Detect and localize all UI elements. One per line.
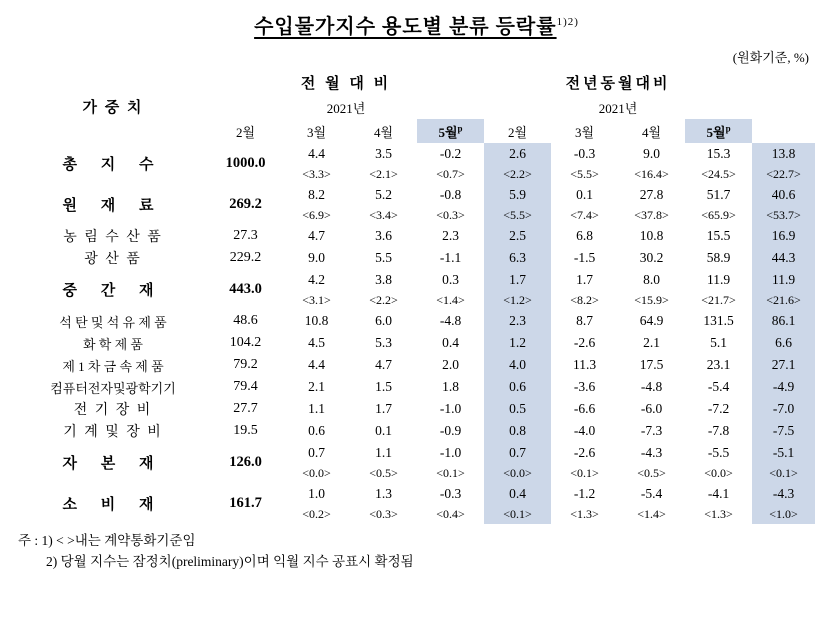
row-label: 총 지 수 <box>62 157 164 173</box>
yoy-value: -6.6 <box>573 401 596 416</box>
row-label: 화 학 제 품 <box>83 336 143 352</box>
mom-value: 5.5 <box>375 250 392 265</box>
mom-value: 4.7 <box>375 357 392 372</box>
yoy-value: 5.1 <box>710 335 727 350</box>
row-weight: 48.6 <box>233 313 258 328</box>
yoy-value-contract: <21.7> <box>701 292 736 307</box>
yoy-value-contract: <0.1> <box>752 463 815 483</box>
yoy-value: -7.3 <box>640 423 663 438</box>
header-month-yoy-4: 5월$^p$ <box>685 119 752 143</box>
mom-value-contract: <3.4> <box>369 207 398 222</box>
row-weight: 27.7 <box>233 401 258 416</box>
yoy-value: -4.8 <box>640 379 663 394</box>
yoy-value: -4.1 <box>707 485 730 501</box>
mom-value: 3.6 <box>375 228 392 243</box>
yoy-value-contract: <1.4> <box>637 506 666 521</box>
yoy-value: 30.2 <box>639 250 664 265</box>
mom-value: 0.7 <box>308 444 325 460</box>
yoy-value-contract: <0.0> <box>704 465 733 480</box>
mom-value: -0.3 <box>439 485 462 501</box>
table-row <box>18 483 815 504</box>
mom-value: 1.7 <box>484 269 551 290</box>
yoy-value: 40.6 <box>752 184 815 205</box>
row-weight: 229.2 <box>229 250 262 265</box>
yoy-value-contract: <16.4> <box>634 166 669 181</box>
mom-value-contract: <3.1> <box>302 292 331 307</box>
row-label: 원 재 료 <box>62 198 164 214</box>
yoy-value: 9.0 <box>643 145 660 161</box>
mom-value: 6.3 <box>484 247 551 269</box>
mom-value-contract: <0.5> <box>369 465 398 480</box>
yoy-value: -7.8 <box>707 423 730 438</box>
mom-value: 2.0 <box>442 357 459 372</box>
mom-value-contract: <2.2> <box>369 292 398 307</box>
yoy-value-contract: <5.5> <box>570 166 599 181</box>
mom-value-contract: <0.3> <box>436 207 465 222</box>
row-label: 소 비 재 <box>62 497 164 513</box>
table-row <box>18 184 815 205</box>
row-label: 컴퓨터전자및광학기기 <box>50 380 176 396</box>
mom-value: 2.6 <box>484 143 551 164</box>
header-year-mom: 2021년 <box>326 100 366 116</box>
yoy-value-contract: <7.4> <box>570 207 599 222</box>
row-weight: 79.2 <box>233 357 258 372</box>
yoy-value-contract: <1.0> <box>752 504 815 524</box>
header-year-yoy: 2021년 <box>598 100 638 116</box>
row-label: 전 기 장 비 <box>73 403 153 418</box>
header-group-mom: 전 월 대 비 <box>300 75 392 92</box>
mom-value: 2.3 <box>484 310 551 332</box>
table-head <box>18 69 815 143</box>
yoy-value: 16.9 <box>752 225 815 247</box>
title-block <box>18 0 815 39</box>
yoy-value: 15.3 <box>706 145 731 161</box>
mom-value: 5.3 <box>375 335 392 350</box>
mom-value: 1.1 <box>308 401 325 416</box>
header-row-group <box>18 69 815 95</box>
yoy-value-contract: <53.7> <box>752 205 815 225</box>
mom-value-contract: <5.5> <box>484 205 551 225</box>
mom-value: 1.1 <box>375 444 392 460</box>
row-label: 기 계 및 장 비 <box>63 425 163 440</box>
row-weight: 19.5 <box>233 423 258 438</box>
header-month-mom-1: 2월 <box>235 124 256 140</box>
yoy-value: -7.2 <box>707 401 730 416</box>
yoy-value: 1.7 <box>576 271 593 287</box>
row-weight: 79.4 <box>233 379 258 394</box>
header-month-yoy-1: 2월 <box>508 124 528 140</box>
yoy-value: 8.7 <box>576 313 593 328</box>
row-weight: 27.3 <box>233 228 258 243</box>
page-title-text: 수입물가지수 용도별 분류 등락률 <box>254 16 557 38</box>
yoy-value-contract: <24.5> <box>701 166 736 181</box>
table-row <box>18 398 815 420</box>
mom-value-contract: <0.1> <box>436 465 465 480</box>
header-month-mom-3: 4월 <box>373 124 394 140</box>
yoy-value: -6.0 <box>640 401 663 416</box>
mom-value-contract: <3.3> <box>302 166 331 181</box>
mom-value-contract: <0.7> <box>436 166 465 181</box>
yoy-value: 0.1 <box>576 186 593 202</box>
table-row <box>18 310 815 332</box>
mom-value-contract: <0.0> <box>484 463 551 483</box>
mom-value: 5.2 <box>375 186 392 202</box>
mom-value: 0.1 <box>375 423 392 438</box>
yoy-value-contract: <22.7> <box>752 164 815 184</box>
yoy-value: -1.2 <box>573 485 596 501</box>
yoy-value: -1.5 <box>573 250 596 265</box>
mom-value: 2.5 <box>484 225 551 247</box>
yoy-value: 131.5 <box>703 313 734 328</box>
table-row <box>18 332 815 354</box>
row-label: 자 본 재 <box>62 456 164 472</box>
footnote-1: 주 : 1) < >내는 계약통화기준임 <box>18 533 196 548</box>
yoy-value: 6.6 <box>752 332 815 354</box>
row-weight: 269.2 <box>229 196 262 212</box>
yoy-value: -2.6 <box>573 444 596 460</box>
footnotes <box>18 524 815 573</box>
row-label: 중 간 재 <box>62 283 164 299</box>
yoy-value: -7.0 <box>752 398 815 420</box>
yoy-value-contract: <0.1> <box>570 465 599 480</box>
row-label: 제 1 차 금 속 제 품 <box>62 358 164 374</box>
rate-table <box>18 69 815 524</box>
yoy-value: 23.1 <box>706 357 731 372</box>
mom-value: 0.4 <box>484 483 551 504</box>
yoy-value-contract: <0.5> <box>637 465 666 480</box>
mom-value-contract: <2.1> <box>369 166 398 181</box>
row-weight: 126.0 <box>229 454 262 470</box>
table-row <box>18 354 815 376</box>
yoy-value: 6.8 <box>576 228 593 243</box>
mom-value-contract: <0.0> <box>302 465 331 480</box>
header-month-yoy-2: 3월 <box>575 124 595 140</box>
mom-value: 2.1 <box>308 379 325 394</box>
mom-value: 4.4 <box>308 145 325 161</box>
mom-value: 1.0 <box>308 485 325 501</box>
mom-value-contract: <6.9> <box>302 207 331 222</box>
mom-value: 5.9 <box>484 184 551 205</box>
mom-value: -0.8 <box>439 186 462 202</box>
mom-value-contract: <0.2> <box>302 506 331 521</box>
yoy-value: 27.8 <box>639 186 664 202</box>
mom-value-contract: <0.4> <box>436 506 465 521</box>
yoy-value: 13.8 <box>752 143 815 164</box>
yoy-value: 17.5 <box>639 357 664 372</box>
mom-value: 1.8 <box>442 379 459 394</box>
mom-value: 9.0 <box>308 250 325 265</box>
mom-value: 0.3 <box>442 271 459 287</box>
header-month-yoy-3: 4월 <box>642 124 662 140</box>
mom-value: 4.2 <box>308 271 325 287</box>
row-weight: 1000.0 <box>225 155 266 171</box>
mom-value: 1.3 <box>375 485 392 501</box>
row-weight: 104.2 <box>229 335 262 350</box>
yoy-value: -2.6 <box>573 335 596 350</box>
header-weight-label: 가 중 치 <box>82 99 144 116</box>
yoy-value: 8.0 <box>643 271 660 287</box>
table-row <box>18 376 815 398</box>
row-label: 농 림 수 산 품 <box>63 230 163 245</box>
row-weight: 161.7 <box>229 495 262 511</box>
mom-value: 0.5 <box>484 398 551 420</box>
mom-value: -0.9 <box>439 423 462 438</box>
yoy-value: -5.4 <box>707 379 730 394</box>
header-weight-cell <box>18 69 208 143</box>
mom-value: 4.0 <box>484 354 551 376</box>
mom-value: 3.8 <box>375 271 392 287</box>
table-row <box>18 442 815 463</box>
yoy-value: -5.1 <box>752 442 815 463</box>
yoy-value: -4.3 <box>640 444 663 460</box>
mom-value: -0.2 <box>439 145 462 161</box>
mom-value-contract: <0.3> <box>369 506 398 521</box>
mom-value: 0.6 <box>484 376 551 398</box>
yoy-value: -7.5 <box>752 420 815 442</box>
yoy-value: -3.6 <box>573 379 596 394</box>
table-row <box>18 225 815 247</box>
yoy-value: -4.3 <box>752 483 815 504</box>
yoy-value: 44.3 <box>752 247 815 269</box>
row-weight: 443.0 <box>229 281 262 297</box>
yoy-value: -0.3 <box>573 145 596 161</box>
table-row <box>18 269 815 290</box>
mom-value: -1.0 <box>439 401 462 416</box>
title-footnote-mark: 1)2) <box>556 16 579 29</box>
table-row <box>18 420 815 442</box>
mom-value: 0.8 <box>484 420 551 442</box>
mom-value: 1.5 <box>375 379 392 394</box>
yoy-value: 51.7 <box>706 186 731 202</box>
header-group-yoy: 전년동월대비 <box>565 75 671 92</box>
mom-value: 0.7 <box>484 442 551 463</box>
mom-value-contract: <2.2> <box>484 164 551 184</box>
mom-value: 6.0 <box>375 313 392 328</box>
yoy-value: 27.1 <box>752 354 815 376</box>
table-row <box>18 143 815 164</box>
row-label: 광 산 품 <box>84 252 142 267</box>
yoy-value: 58.9 <box>706 250 731 265</box>
mom-value-contract: <0.1> <box>484 504 551 524</box>
yoy-value: 86.1 <box>752 310 815 332</box>
header-month-mom-2: 3월 <box>306 124 327 140</box>
yoy-value-contract: <65.9> <box>701 207 736 222</box>
mom-value: 4.4 <box>308 357 325 372</box>
table-row <box>18 247 815 269</box>
yoy-value: 15.5 <box>706 228 731 243</box>
table-body <box>18 143 815 524</box>
mom-value: 0.6 <box>308 423 325 438</box>
yoy-value-contract: <1.3> <box>704 506 733 521</box>
yoy-value-contract: <15.9> <box>634 292 669 307</box>
mom-value: 1.7 <box>375 401 392 416</box>
yoy-value-contract: <1.3> <box>570 506 599 521</box>
yoy-value: 11.9 <box>752 269 815 290</box>
yoy-value: 2.1 <box>643 335 660 350</box>
page-title <box>254 10 579 39</box>
yoy-value-contract: <21.6> <box>752 290 815 310</box>
header-month-mom-4: 5월$^p$ <box>417 119 484 143</box>
mom-value: 2.3 <box>442 228 459 243</box>
mom-value-contract: <1.4> <box>436 292 465 307</box>
yoy-value: 10.8 <box>639 228 664 243</box>
yoy-value: -4.9 <box>752 376 815 398</box>
yoy-value: -5.5 <box>707 444 730 460</box>
mom-value: 0.4 <box>442 335 459 350</box>
mom-value: 4.5 <box>308 335 325 350</box>
yoy-value-contract: <8.2> <box>570 292 599 307</box>
yoy-value: -4.0 <box>573 423 596 438</box>
mom-value: -1.1 <box>439 250 462 265</box>
unit-note: (원화기준, %) <box>732 50 809 65</box>
mom-value: -4.8 <box>439 313 462 328</box>
mom-value: 8.2 <box>308 186 325 202</box>
mom-value: 1.2 <box>484 332 551 354</box>
mom-value: 3.5 <box>375 145 392 161</box>
mom-value: -1.0 <box>439 444 462 460</box>
yoy-value: -5.4 <box>640 485 663 501</box>
mom-value: 4.7 <box>308 228 325 243</box>
mom-value-contract: <1.2> <box>484 290 551 310</box>
row-label: 석 탄 및 석 유 제 품 <box>59 314 167 330</box>
yoy-value: 11.9 <box>706 271 731 287</box>
yoy-value-contract: <37.8> <box>634 207 669 222</box>
yoy-value: 64.9 <box>639 313 664 328</box>
yoy-value: 11.3 <box>572 357 597 372</box>
footnote-2: 2) 당월 지수는 잠정치(preliminary)이며 익월 지수 공표시 확정됨 <box>46 553 414 569</box>
mom-value: 10.8 <box>304 313 329 328</box>
